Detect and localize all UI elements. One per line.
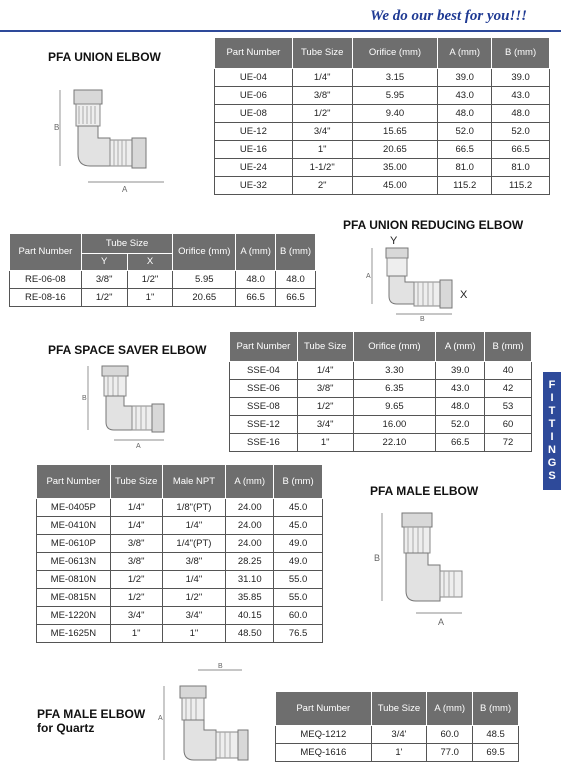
union-reducing-elbow-table xyxy=(9,233,316,307)
col-part-number: Part Number xyxy=(215,38,293,69)
table-cell: 69.5 xyxy=(473,744,519,762)
table-cell: 1" xyxy=(110,625,162,643)
table-row xyxy=(215,159,550,177)
table-cell: 66.5 xyxy=(438,141,492,159)
table-cell: 28.25 xyxy=(226,553,274,571)
svg-text:B: B xyxy=(218,663,223,670)
col-part-number: Part Number xyxy=(10,234,82,271)
col-b: B (mm) xyxy=(276,234,316,271)
table-row xyxy=(215,177,550,195)
col-b: B (mm) xyxy=(274,465,323,499)
table-cell: 9.40 xyxy=(352,105,438,123)
table-cell: 1-1/2" xyxy=(292,159,352,177)
col-a: A (mm) xyxy=(427,692,473,726)
table-cell: 15.65 xyxy=(352,123,438,141)
male-elbow-quartz-drawing xyxy=(150,662,262,768)
table-cell: 24.00 xyxy=(226,517,274,535)
table-cell: 1/4"(PT) xyxy=(162,535,226,553)
table-row xyxy=(37,625,323,643)
table-cell: 3/8" xyxy=(110,553,162,571)
table-cell: 3/4" xyxy=(110,607,162,625)
table-cell: 39.0 xyxy=(438,69,492,87)
side-tab-letter: T xyxy=(548,405,556,417)
table-row xyxy=(10,289,316,307)
table-cell: ME-1220N xyxy=(37,607,111,625)
table-cell: 3/8" xyxy=(292,87,352,105)
table-cell: 48.0 xyxy=(438,105,492,123)
table-row xyxy=(10,271,316,289)
fittings-side-tab xyxy=(543,372,561,490)
table-cell: 60.0 xyxy=(427,726,473,744)
svg-text:B: B xyxy=(82,395,87,402)
col-b: B (mm) xyxy=(492,38,550,69)
dim-b-label: B xyxy=(54,123,60,132)
table-cell: SSE-04 xyxy=(230,362,298,380)
table-cell: ME-0613N xyxy=(37,553,111,571)
table-cell: 52.0 xyxy=(438,123,492,141)
table-row xyxy=(230,380,532,398)
table-row xyxy=(276,744,519,762)
table-cell: 52.0 xyxy=(492,123,550,141)
table-cell: 1" xyxy=(162,625,226,643)
table-cell: ME-0610P xyxy=(37,535,111,553)
svg-text:A: A xyxy=(366,273,371,280)
table-cell: 3/8" xyxy=(110,535,162,553)
col-b: B (mm) xyxy=(473,692,519,726)
table-cell: 39.0 xyxy=(492,69,550,87)
table-cell: UE-06 xyxy=(215,87,293,105)
male-elbow-table xyxy=(36,464,323,643)
table-cell: 24.00 xyxy=(226,535,274,553)
col-tube-size: Tube Size xyxy=(110,465,162,499)
table-cell: 3/8" xyxy=(81,271,127,289)
svg-text:A: A xyxy=(158,715,163,722)
table-cell: 3/4" xyxy=(292,123,352,141)
label-x: X xyxy=(460,289,468,301)
space-saver-elbow-drawing xyxy=(72,360,182,452)
table-cell: 48.0 xyxy=(276,271,316,289)
side-tab-letter: S xyxy=(548,470,556,482)
table-cell: 1/4" xyxy=(297,362,353,380)
table-cell: UE-24 xyxy=(215,159,293,177)
col-b: B (mm) xyxy=(485,332,532,362)
table-row xyxy=(37,571,323,589)
table-cell: MEQ-1616 xyxy=(276,744,372,762)
table-cell: 81.0 xyxy=(438,159,492,177)
table-cell: 1/2" xyxy=(162,589,226,607)
table-cell: 72 xyxy=(485,434,532,452)
svg-text:A: A xyxy=(136,443,141,450)
table-cell: ME-0410N xyxy=(37,517,111,535)
col-tube-y: Y xyxy=(81,254,127,271)
table-cell: UE-04 xyxy=(215,69,293,87)
table-cell: 31.10 xyxy=(226,571,274,589)
table-cell: 55.0 xyxy=(274,589,323,607)
table-cell: 24.00 xyxy=(226,499,274,517)
table-row xyxy=(37,535,323,553)
table-cell: 55.0 xyxy=(274,571,323,589)
table-cell: 3/4" xyxy=(162,607,226,625)
table-cell: UE-12 xyxy=(215,123,293,141)
table-cell: 60 xyxy=(485,416,532,434)
table-cell: 20.65 xyxy=(173,289,236,307)
side-tab-letter: N xyxy=(548,444,556,456)
col-part-number: Part Number xyxy=(37,465,111,499)
table-cell: 39.0 xyxy=(436,362,485,380)
table-cell: 1/4" xyxy=(110,499,162,517)
table-cell: 1/8"(PT) xyxy=(162,499,226,517)
union-reducing-elbow-drawing xyxy=(360,232,480,322)
table-cell: 66.5 xyxy=(492,141,550,159)
table-cell: 48.5 xyxy=(473,726,519,744)
table-cell: 9.65 xyxy=(353,398,436,416)
table-cell: 43.0 xyxy=(436,380,485,398)
svg-text:B: B xyxy=(374,553,381,563)
col-tube-x: X xyxy=(127,254,173,271)
svg-text:A: A xyxy=(438,617,445,627)
table-cell: 76.5 xyxy=(274,625,323,643)
table-row xyxy=(215,123,550,141)
table-cell: 1" xyxy=(127,289,173,307)
table-cell: 5.95 xyxy=(352,87,438,105)
table-cell: 66.5 xyxy=(236,289,276,307)
table-cell: SSE-08 xyxy=(230,398,298,416)
col-tube-size: Tube Size xyxy=(371,692,427,726)
table-cell: 40.15 xyxy=(226,607,274,625)
table-row xyxy=(37,499,323,517)
side-tab-letter: T xyxy=(548,418,556,430)
male-elbow-quartz-title: PFA MALE ELBOW for Quartz xyxy=(37,707,146,735)
table-cell: 20.65 xyxy=(352,141,438,159)
union-elbow-table xyxy=(214,37,550,195)
table-cell: 42 xyxy=(485,380,532,398)
table-cell: ME-0815N xyxy=(37,589,111,607)
table-cell: 35.85 xyxy=(226,589,274,607)
side-tab-letter: I xyxy=(550,392,554,404)
table-row xyxy=(215,69,550,87)
male-elbow-quartz-table xyxy=(275,691,519,762)
col-a: A (mm) xyxy=(236,234,276,271)
table-cell: 77.0 xyxy=(427,744,473,762)
table-cell: 22.10 xyxy=(353,434,436,452)
header-tagline: We do our best for you!!! xyxy=(370,8,527,24)
table-cell: UE-16 xyxy=(215,141,293,159)
table-cell: 1/2" xyxy=(127,271,173,289)
table-row xyxy=(230,416,532,434)
table-cell: 1/4" xyxy=(110,517,162,535)
table-cell: 1" xyxy=(292,141,352,159)
table-cell: 1/2" xyxy=(110,589,162,607)
col-orifice: Orifice (mm) xyxy=(173,234,236,271)
table-cell: 3.15 xyxy=(352,69,438,87)
table-cell: 48.0 xyxy=(236,271,276,289)
col-tube-size: Tube Size xyxy=(297,332,353,362)
table-cell: ME-0405P xyxy=(37,499,111,517)
table-cell: 1/4" xyxy=(162,571,226,589)
table-cell: 43.0 xyxy=(492,87,550,105)
col-a: A (mm) xyxy=(226,465,274,499)
col-tube-size: Tube Size xyxy=(292,38,352,69)
male-elbow-title: PFA MALE ELBOW xyxy=(370,484,479,498)
table-cell: UE-08 xyxy=(215,105,293,123)
table-cell: 3/8" xyxy=(162,553,226,571)
table-cell: 3.30 xyxy=(353,362,436,380)
table-cell: 115.2 xyxy=(438,177,492,195)
table-cell: 6.35 xyxy=(353,380,436,398)
col-tube-size: Tube Size xyxy=(81,234,173,254)
table-row xyxy=(230,398,532,416)
table-cell: ME-1625N xyxy=(37,625,111,643)
table-row xyxy=(215,141,550,159)
table-cell: MEQ-1212 xyxy=(276,726,372,744)
table-cell: 1/2" xyxy=(292,105,352,123)
table-cell: SSE-16 xyxy=(230,434,298,452)
col-a: A (mm) xyxy=(436,332,485,362)
col-male-npt: Male NPT xyxy=(162,465,226,499)
col-a: A (mm) xyxy=(438,38,492,69)
table-row xyxy=(215,105,550,123)
table-cell: 5.95 xyxy=(173,271,236,289)
table-cell: 1/4" xyxy=(162,517,226,535)
table-row xyxy=(215,87,550,105)
table-cell: 40 xyxy=(485,362,532,380)
union-elbow-title: PFA UNION ELBOW xyxy=(48,50,161,64)
table-cell: 81.0 xyxy=(492,159,550,177)
label-y: Y xyxy=(390,235,398,247)
table-cell: 3/4' xyxy=(371,726,427,744)
svg-text:B: B xyxy=(420,316,425,322)
table-cell: 45.00 xyxy=(352,177,438,195)
table-row xyxy=(230,362,532,380)
table-cell: 66.5 xyxy=(276,289,316,307)
col-orifice: Orifice (mm) xyxy=(352,38,438,69)
table-row xyxy=(37,553,323,571)
table-cell: 43.0 xyxy=(438,87,492,105)
col-part-number: Part Number xyxy=(276,692,372,726)
space-saver-elbow-table xyxy=(229,331,532,452)
table-cell: 53 xyxy=(485,398,532,416)
table-cell: 60.0 xyxy=(274,607,323,625)
table-cell: 1/2" xyxy=(81,289,127,307)
table-cell: SSE-06 xyxy=(230,380,298,398)
union-elbow-drawing xyxy=(52,88,172,200)
table-cell: 48.0 xyxy=(436,398,485,416)
table-cell: 48.50 xyxy=(226,625,274,643)
table-cell: 3/4" xyxy=(297,416,353,434)
space-saver-elbow-title: PFA SPACE SAVER ELBOW xyxy=(48,343,207,357)
table-cell: 49.0 xyxy=(274,553,323,571)
table-cell: 48.0 xyxy=(492,105,550,123)
table-cell: 35.00 xyxy=(352,159,438,177)
table-cell: 1" xyxy=(297,434,353,452)
col-orifice: Orifice (mm) xyxy=(353,332,436,362)
table-cell: 45.0 xyxy=(274,517,323,535)
table-row xyxy=(276,726,519,744)
table-cell: 3/8" xyxy=(297,380,353,398)
table-cell: 16.00 xyxy=(353,416,436,434)
table-row xyxy=(37,607,323,625)
table-row xyxy=(37,589,323,607)
union-reducing-elbow-title: PFA UNION REDUCING ELBOW xyxy=(343,218,524,232)
table-cell: 66.5 xyxy=(436,434,485,452)
table-cell: 115.2 xyxy=(492,177,550,195)
side-tab-letter: F xyxy=(548,379,556,391)
table-cell: 1/2" xyxy=(110,571,162,589)
table-cell: RE-06-08 xyxy=(10,271,82,289)
table-cell: 49.0 xyxy=(274,535,323,553)
header-rule xyxy=(0,30,561,32)
side-tab-letter: G xyxy=(547,457,557,469)
table-cell: 2" xyxy=(292,177,352,195)
table-row xyxy=(230,434,532,452)
male-elbow-drawing xyxy=(368,505,478,633)
dim-a-label: A xyxy=(122,185,128,194)
table-cell: SSE-12 xyxy=(230,416,298,434)
table-cell: 1' xyxy=(371,744,427,762)
table-cell: 1/2" xyxy=(297,398,353,416)
table-cell: RE-08-16 xyxy=(10,289,82,307)
side-tab-letter: I xyxy=(550,431,554,443)
table-row xyxy=(37,517,323,535)
table-cell: ME-0810N xyxy=(37,571,111,589)
col-part-number: Part Number xyxy=(230,332,298,362)
table-cell: 1/4" xyxy=(292,69,352,87)
table-cell: 45.0 xyxy=(274,499,323,517)
table-cell: 52.0 xyxy=(436,416,485,434)
table-cell: UE-32 xyxy=(215,177,293,195)
